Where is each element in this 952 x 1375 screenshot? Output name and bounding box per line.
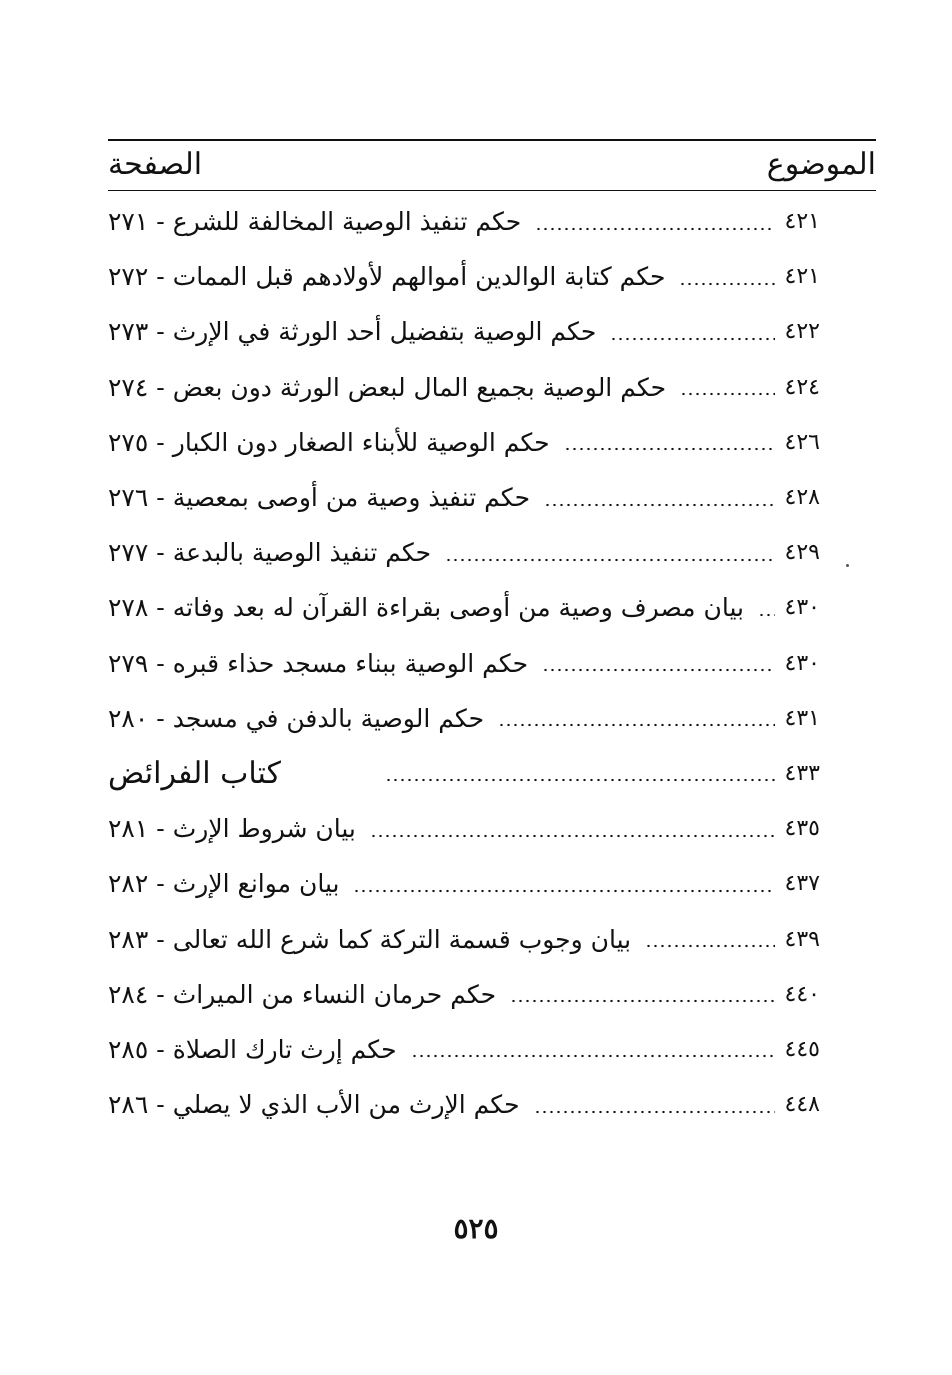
toc-entry xyxy=(108,415,820,470)
entry-page-number: ٤٣٥ xyxy=(784,816,820,842)
toc-entry xyxy=(108,856,820,911)
entry-number: ٢٧٩ xyxy=(108,648,149,678)
toc-entry xyxy=(108,1022,820,1077)
toc-entry xyxy=(108,801,820,856)
dot-leader xyxy=(542,668,774,672)
entry-title: حكم الوصية للأبناء الصغار دون الكبار xyxy=(172,427,550,457)
chapter-title: كتاب الفرائض xyxy=(108,755,281,791)
toc-entry xyxy=(108,967,820,1022)
entry-number: ٢٧٢ xyxy=(108,262,149,292)
entry-page-number: ٤٣٠ xyxy=(784,595,820,621)
entry-number: ٢٧٦ xyxy=(108,483,149,513)
toc-entry xyxy=(108,470,820,525)
entry-title: حكم حرمان النساء من الميراث xyxy=(172,979,497,1009)
entry-page-number: ٤٣٧ xyxy=(784,871,820,897)
top-rule xyxy=(108,139,876,141)
entry-title: بيان وجوب قسمة التركة كما شرع الله تعالى xyxy=(172,924,632,954)
scan-speck xyxy=(846,564,849,567)
toc-entry xyxy=(108,194,820,249)
dot-leader xyxy=(645,944,774,948)
dot-leader xyxy=(411,1054,775,1058)
entry-title: حكم إرث تارك الصلاة xyxy=(172,1034,397,1064)
entry-title: حكم الوصية بجميع المال لبعض الورثة دون بعض xyxy=(172,372,667,402)
entry-page-number: ٤٣٣ xyxy=(784,760,820,786)
dot-leader xyxy=(385,778,775,782)
entry-dash: - xyxy=(156,427,165,457)
entry-title: حكم الوصية ببناء مسجد حذاء قبره xyxy=(172,648,529,678)
entry-number: ٢٨١ xyxy=(108,814,149,844)
entry-number: ٢٨٢ xyxy=(108,869,149,899)
entry-number: ٢٧٤ xyxy=(108,372,149,402)
entry-page-number: ٤٢٤ xyxy=(784,374,820,400)
entry-number: ٢٨٣ xyxy=(108,924,149,954)
entry-page-number: ٤٢١ xyxy=(784,264,820,290)
entry-dash: - xyxy=(156,1090,165,1120)
entry-page-number: ٤٢٩ xyxy=(784,540,820,566)
entry-page-number: ٤٢١ xyxy=(784,209,820,235)
entry-number: ٢٧٧ xyxy=(108,538,149,568)
entry-number: ٢٨٦ xyxy=(108,1090,149,1120)
entry-page-number: ٤٢٨ xyxy=(784,485,820,511)
dot-leader xyxy=(610,337,774,341)
dot-leader xyxy=(370,834,775,838)
entry-page-number: ٤٣٠ xyxy=(784,650,820,676)
dot-leader xyxy=(445,558,774,562)
dot-leader xyxy=(680,392,774,396)
entry-title: بيان شروط الإرث xyxy=(172,814,356,844)
entry-title: حكم الوصية بالدفن في مسجد xyxy=(172,703,485,733)
toc-entry xyxy=(108,1077,820,1132)
entry-number: ٢٧٣ xyxy=(108,317,149,347)
page-number: ٥٢٥ xyxy=(453,1212,499,1245)
dot-leader xyxy=(679,282,774,286)
entry-dash: - xyxy=(156,317,165,347)
entry-dash: - xyxy=(156,483,165,513)
entry-page-number: ٤٤٥ xyxy=(784,1036,820,1062)
toc-entry xyxy=(108,525,820,580)
entry-dash: - xyxy=(156,593,165,623)
entry-title: بيان موانع الإرث xyxy=(172,869,340,899)
entry-dash: - xyxy=(156,207,165,237)
page-column-heading: الصفحة xyxy=(108,147,203,182)
toc-entry xyxy=(108,580,820,635)
entry-dash: - xyxy=(156,1034,165,1064)
dot-leader xyxy=(544,503,774,507)
entry-number: ٢٨٥ xyxy=(108,1034,149,1064)
table-of-contents xyxy=(108,194,820,1132)
entry-dash: - xyxy=(156,814,165,844)
entry-number: ٢٧٨ xyxy=(108,593,149,623)
index-header xyxy=(108,143,876,187)
dot-leader xyxy=(498,723,774,727)
toc-entry xyxy=(108,691,820,746)
toc-entry xyxy=(108,636,820,691)
entry-dash: - xyxy=(156,372,165,402)
entry-title: حكم تنفيذ وصية من أوصى بمعصية xyxy=(172,483,531,513)
dot-leader xyxy=(510,999,774,1003)
header-rule xyxy=(108,190,876,191)
entry-page-number: ٤٢٢ xyxy=(784,319,820,345)
entry-dash: - xyxy=(156,869,165,899)
entry-dash: - xyxy=(156,262,165,292)
entry-dash: - xyxy=(156,703,165,733)
entry-title: حكم الوصية بتفضيل أحد الورثة في الإرث xyxy=(172,317,597,347)
dot-leader xyxy=(353,889,774,893)
entry-page-number: ٤٢٦ xyxy=(784,429,820,455)
entry-dash: - xyxy=(156,538,165,568)
entry-title: حكم تنفيذ الوصية المخالفة للشرع xyxy=(172,207,522,237)
chapter-heading-row xyxy=(108,746,820,801)
entry-title: بيان مصرف وصية من أوصى بقراءة القرآن له بعد وفاته xyxy=(172,593,744,623)
dot-leader xyxy=(758,613,775,617)
entry-dash: - xyxy=(156,648,165,678)
entry-title: حكم تنفيذ الوصية بالبدعة xyxy=(172,538,432,568)
entry-number: ٢٧١ xyxy=(108,207,149,237)
entry-page-number: ٤٤٠ xyxy=(784,981,820,1007)
toc-entry xyxy=(108,911,820,966)
dot-leader xyxy=(564,447,775,451)
entry-dash: - xyxy=(156,924,165,954)
toc-entry xyxy=(108,304,820,359)
entry-number: ٢٨٠ xyxy=(108,703,149,733)
entry-page-number: ٤٣١ xyxy=(784,705,820,731)
entry-page-number: ٤٣٩ xyxy=(784,926,820,952)
entry-number: ٢٧٥ xyxy=(108,427,149,457)
entry-page-number: ٤٤٨ xyxy=(784,1092,820,1118)
entry-number: ٢٨٤ xyxy=(108,979,149,1009)
entry-dash: - xyxy=(156,979,165,1009)
topic-column-heading: الموضوع xyxy=(766,147,876,182)
entry-title: حكم الإرث من الأب الذي لا يصلي xyxy=(172,1090,520,1120)
toc-entry xyxy=(108,249,820,304)
entry-title: حكم كتابة الوالدين أموالهم لأولادهم قبل الممات xyxy=(172,262,666,292)
toc-entry xyxy=(108,360,820,415)
dot-leader xyxy=(535,227,774,231)
dot-leader xyxy=(534,1110,775,1114)
